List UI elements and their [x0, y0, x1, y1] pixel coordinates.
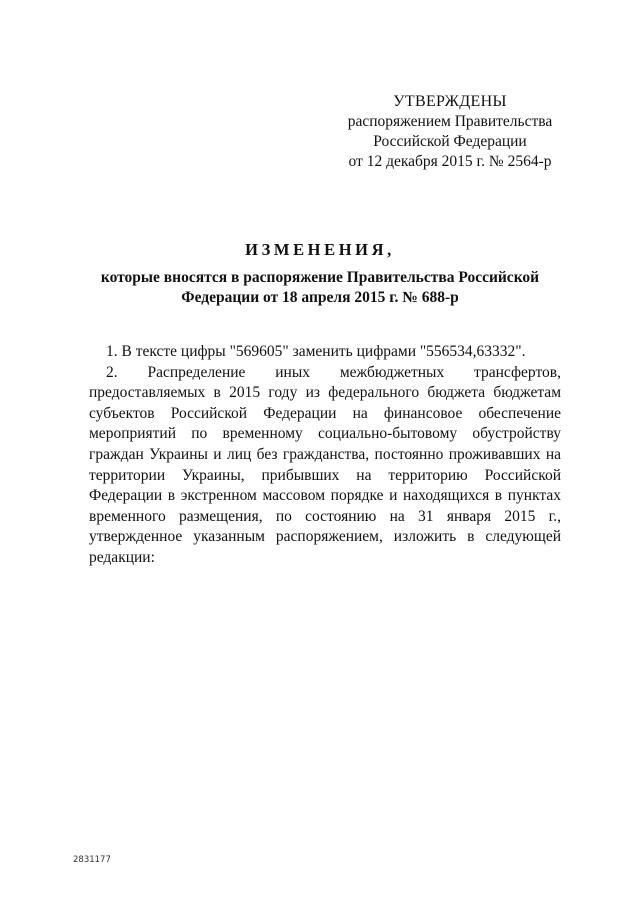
approval-line-2: Российской Федерации — [373, 133, 527, 150]
title-subtitle-line-1: которые вносятся в распоряжение Правительства Российской — [100, 269, 540, 286]
approval-line-3: от 12 декабря 2015 г. № 2564-р — [348, 153, 552, 170]
approval-line-1: распоряжением Правительства — [347, 113, 553, 130]
document-number: 2831177 — [73, 855, 111, 865]
title-main: ИЗМЕНЕНИЯ, — [245, 240, 395, 259]
approval-block — [330, 92, 570, 172]
paragraph-item-1: 1. В тексте цифры "569605" заменить цифрами "556534,63332". — [106, 343, 526, 360]
document-title — [60, 240, 580, 308]
document-body — [89, 342, 561, 569]
title-subtitle-line-2: Федерации от 18 апреля 2015 г. № 688-р — [181, 289, 459, 306]
approval-heading: УТВЕРЖДЕНЫ — [393, 93, 507, 110]
paragraph-item-2: 2. Распределение иных межбюджетных трансфертов, предоставляемых в 2015 году из федерального бюджета бюджетам субъектов Российской Федерации на финансовое обеспечение мероприятий по временному социально-бытовому обустройству граждан Украины и лиц без гражданства, постоянно проживавших на территории Украины, прибывших на территорию Российской Федерации в экстренном массовом порядке и находящихся в пунктах временного размещения, по состоянию на 31 января 2015 г., утвержденное указанным распоряжением, изложить в следующей редакции: — [89, 363, 561, 566]
title-subtitle — [60, 268, 580, 308]
